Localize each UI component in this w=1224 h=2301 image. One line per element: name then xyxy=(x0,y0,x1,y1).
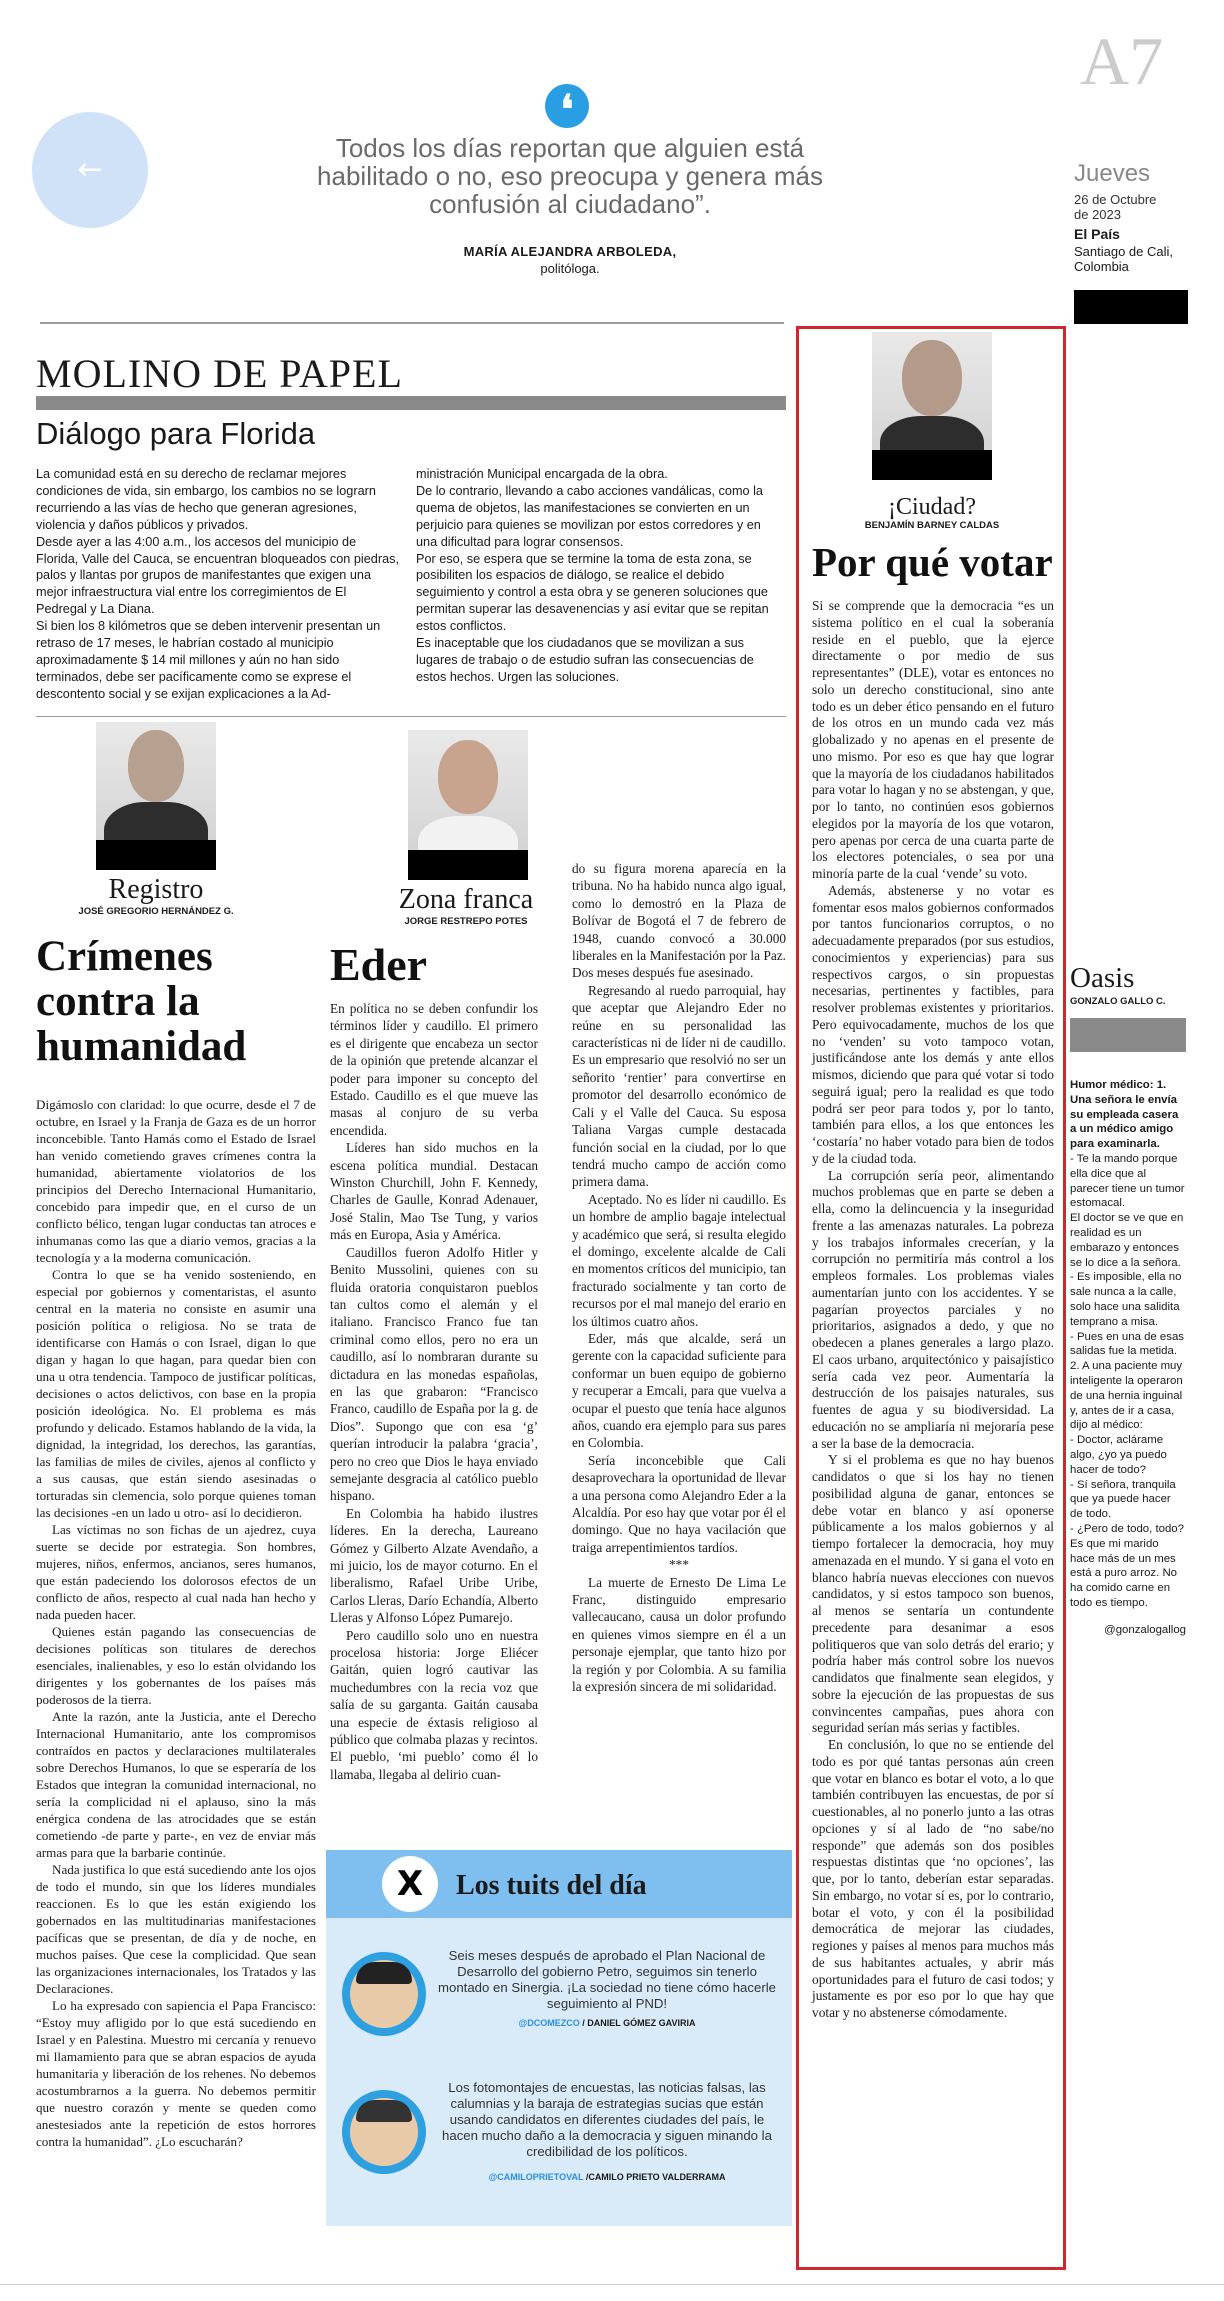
newspaper-name: El País xyxy=(1074,226,1120,242)
paragraph: La muerte de Ernesto De Lima Le Franc, distinguido empresario vallecaucano, causa un dolor profundo en quienes vimos siempre en él a un personaje ejemplar, que tanto hizo por la región y por Colombia. A su familia la expresión sincera de mi solidaridad. xyxy=(572,1574,786,1695)
article-title: Por qué votar xyxy=(812,539,1053,585)
header-quote: Todos los días reportan que alguien está habilitado o no, eso preocupa y genera más confusión al ciudadano”. xyxy=(317,133,823,219)
paragraph: La corrupción sería peor, alimentando muchos problemas que en parte se deben a ella, como la delincuencia y la inseguridad frente a las amenazas naturales. La pobreza y los trabajos informales crecerían, y la corrupción no permitiría más control a los empleos formales. Los problemas viales aumentarían junto con los accidentes. Y se pagarían proyectos parciales y no prioritarios, asignados a dedo, y que no obedecen a planes generales a largo plazo. El caos urbano, arquitectónico y paisajístico sería cada vez peor. Aumentaría la destrucción de los paisajes naturales, sus fuentes de agua y su biodiversidad. La educación no se ampliaría ni mejoraría pese a ser la base de la democracia. xyxy=(812,1167,1054,1451)
tweet-author: @CAMILOPRIETOVAL /CAMILO PRIETO VALDERRAMA xyxy=(488,2172,726,2182)
section-bar xyxy=(36,396,786,410)
paragraph: 2. A una paciente muy inteligente la operaron de una hernia inguinal y, antes de ir a casa, dijo al médico: xyxy=(1070,1360,1183,1432)
oasis-handle: @gonzalogallog xyxy=(1104,1623,1186,1636)
paragraph: Quienes están pagando las consecuencias de decisiones políticas son titulares de derechos esenciales, inalienables, y eso lo están olvidando los dirigentes y los gobernantes de los países más poderosos de la tierra. xyxy=(36,1624,316,1707)
tweet-text: Seis meses después de aprobado el Plan Nacional de Desarrollo del gobierno Petro, seguimos sin tenerlo montado en Sinergia. ¡La sociedad no tiene cómo hacerle seguimiento al PND! xyxy=(438,1948,776,2011)
divider xyxy=(40,322,784,324)
publication-city: Santiago de Cali, Colombia xyxy=(1074,244,1174,274)
column-label: ¡Ciudad? xyxy=(888,494,976,520)
paragraph: do su figura morena aparecía en la tribuna. No ha habido nunca algo igual, como lo demostró en la Plaza de Bolívar de Bogotá el 7 de febrero de 1948, cuando convocó a 30.000 liberales en la Manifestación por la Paz. Dos meses después fue asesinado. xyxy=(572,861,786,981)
quote-icon: ❛ xyxy=(545,84,589,128)
column-label: Registro xyxy=(108,874,204,905)
paragraph: En Colombia ha habido ilustres líderes. En la derecha, Laureano Gómez y Gilberto Alzate Avendaño, a mi juicio, los de mayor coturno. En el liberalismo, Rafael Uribe Uribe, Carlos Lleras, Darío Echandía, Alberto Lleras y Alfonso López Pumarejo. xyxy=(330,1505,538,1626)
paragraph: Nada justifica lo que está sucediendo ante los ojos de todo el mundo, sin que los líderes mundiales reaccionen. Es lo que les están exigiendo los gobernados en las multitudinarias manifestaciones pacíficas que se presentan, de día y de noche, en muchos países. Que cese la complicidad. Que sean las organizaciones internacionales, los Tratados y las Declaraciones. xyxy=(36,1862,316,1996)
tweets-title: Los tuits del día xyxy=(456,1870,647,1901)
section-bar xyxy=(1070,1018,1186,1052)
page-number: A7 xyxy=(1080,23,1164,99)
editorial-column-1 xyxy=(36,466,400,703)
article-body-col-2 xyxy=(572,860,786,1696)
paragraph: Además, abstenerse y no votar es fomentar esos malos gobiernos conformados por tantos funcionarios corruptos, o no adecuadamente preparados (por sus estudios, conocimientos y experiencias) para sus respectivos cargos, o sin propuestas necesarias, pertinentes y factibles, para resolver problemas existentes y prioritarios. Pero equivocadamente, muchos de los que no ‘venden’ su voto tampoco votan, justificándose ante los demás y ante ellos mismos, diciendo que para qué votar si todo seguirá igual; pero la realidad es que todo podrá ser peor para todos y, por lo tanto, también para ellos, a los que entonces les ‘costaría’ no haber votado para bien de todos y de la ciudad toda. xyxy=(812,882,1054,1166)
separator: *** xyxy=(669,1557,689,1573)
paragraph: De lo contrario, llevando a cabo acciones vandálicas, como la quema de objetos, las manifestaciones se convierten en un perjuicio para quienes se movilizan por estos corredores y en una dificultad para lograr consensos. xyxy=(416,483,763,549)
paragraph: En conclusión, lo que no se entiende del todo es por qué tantas personas aún creen que votar en blanco es botar el voto, a lo que también contribuyen las encuestas, de por sí cuestionables, al no ponerlo junto a las otras opciones y sí al lado de “no sabe/no responde” que además son dos posibles respuestas distintas que ‘no opciones’, las que, por lo tanto, deberían estar separadas. Sin embargo, no votar sí es, por lo contrario, botar el voto, y con él la posibilidad democrática de mejorar las ciudades, regiones y países al menos para muchos más de sus habitantes actuales, y abrir más oportunidades para el futuro de casi todos; y justamente es por eso por lo que hay que votar y no abstenerse cómodamente. xyxy=(812,1737,1054,2020)
paragraph: Las víctimas no son fichas de un ajedrez, cuya suerte se decide por estrategia. Son hombres, mujeres, niños, enfermos, ancianos, seres humanos, que están padeciendo los dolorosos efectos de un conflicto de años, respecto al cual nada han hecho y nada pueden hacer. xyxy=(36,1522,316,1622)
paragraph: Humor médico: 1. Una señora le envía su empleada casera a un médico amigo para examinarla. xyxy=(1070,1079,1179,1151)
paragraph: - ¿Pero de todo, todo? Es que mi marido hace más de un mes está a puro arroz. No ha comido carne en todo es tiempo. xyxy=(1070,1522,1184,1609)
paragraph: - Pues en una de esas salidas fue la metida. xyxy=(1070,1330,1184,1358)
divider xyxy=(0,2284,1224,2285)
paragraph: - Sí señora, tranquila que ya puede hacer de todo. xyxy=(1070,1478,1176,1521)
paragraph: ministración Municipal encargada de la obra. xyxy=(416,467,668,481)
quote-author: MARÍA ALEJANDRA ARBOLEDA, xyxy=(463,244,677,259)
oasis-body xyxy=(1070,1078,1186,1637)
paragraph: Desde ayer a las 4:00 a.m., los accesos del municipio de Florida, Valle del Cauca, se encuentran bloqueados con piedras, palos y llantas por grupos de manifestantes que exigen una mejor infraestructura vial entre los corregimientos de El Pedregal y La Diana. xyxy=(36,534,399,617)
column-label: Oasis xyxy=(1070,962,1135,994)
paragraph: En política no se deben confundir los términos líder y caudillo. El primero es el dirigente que encabeza un sector de la opinión que pretende alcanzar el poder para imponer su concepto del Estado. Caudillo es el que mueve las masas al conjuro de su verba encendida. xyxy=(330,1001,538,1138)
paragraph: Líderes han sido muchos en la escena política mundial. Destacan Winston Churchill, John F. Kennedy, Charles de Gaulle, Konrad Adenauer, José Stalin, Mao Tse Tung, y varios más en Europa, Asia y América. xyxy=(330,1140,538,1243)
column-author: BENJAMÍN BARNEY CALDAS xyxy=(864,520,1000,531)
article-body xyxy=(812,598,1054,2022)
publication-date: 26 de Octubre de 2023 xyxy=(1074,192,1157,222)
paragraph: Caudillos fueron Adolfo Hitler y Benito Mussolini, quienes con su fluida oratoria conquistaron pueblos tan cultos como el alemán y el italiano. Francisco Franco fue tan criminal como ellos, pero no era un caudillo, así lo nombraran durante su dictadura en las monedas españolas, en las que grabaron: “Francisco Franco, caudillo de España por la g. de Dios”. Supongo que con esa ‘g’ querían introducir la palabra ‘gracia’, pero no creo que Dios le haya enviado semejante desgracia al católico pueblo hispano. xyxy=(330,1244,538,1504)
column-author: GONZALO GALLO C. xyxy=(1070,996,1166,1007)
paragraph: Es inaceptable que los ciudadanos que se movilizan a sus lugares de trabajo o de estudio sufran las consecuencias de estos hechos. Urgen las soluciones. xyxy=(416,636,754,684)
paragraph: Lo ha expresado con sapiencia el Papa Francisco: “Estoy muy afligido por lo que está sucediendo en Israel y en Palestina. Muestro mi cercanía y renuevo mi llamamiento para que se abran espacios de ayuda humanitaria y liberación de los rehenes. No debemos acostumbrarnos a la guerra. No debemos permitir que nuestro corazón y mente se queden como anestesiados ante la repetición de estos horrores contra la humanidad”. ¿Lo escucharán? xyxy=(36,1998,316,2149)
paragraph: Y si el problema es que no hay buenos candidatos o que si los hay no tienen posibilidad alguna de ganar, entonces se debe votar en blanco y así oponerse públicamente a los malos gobiernos y al tiempo fortalecer la democracia, hoy muy amenazada en el mundo. Y si gana el voto en blanco habría nuevas elecciones con nuevos candidatos, y si estos tampoco son buenos, al menos se sentaría un contundente precedente para desanimar a esos politiqueros que van solo detrás del erario; y podría haber más control sobre los nuevos candidatos que finalmente sean elegidos, y sobre la ejecución de las propuestas de sus convincentes campañas, pues ahora con seguridad serían más serias y factibles. xyxy=(812,1452,1054,1736)
paragraph: Si bien los 8 kilómetros que se deben intervenir presentan un retraso de 17 meses, le habrían costado al municipio aproximadamente $ 14 mil millones y aún no han sido terminados, debe ser pacíficamente como se exprese el descontento social y se exijan explicaciones a la Ad- xyxy=(36,619,381,701)
article-title: Crímenes contra la humanidad xyxy=(36,933,247,1070)
paragraph: Digámoslo con claridad: lo que ocurre, desde el 7 de octubre, en Israel y la Franja de Gaza es de un horror inconcebible. Tanto Hamás como el Estado de Israel han venido cometiendo graves crímenes contra la humanidad, abiertamente violatorios de los principios del Derecho Internacional Humanitario, concebido para impedir que, en el curso de un conflicto bélico, tengan lugar conductas tan atroces e inhumanas como las que a diario vemos, gracias a la tecnología y a la moderna comunicación. xyxy=(36,1097,316,1265)
column-author: JORGE RESTREPO POTES xyxy=(404,916,528,927)
paragraph: Contra lo que se ha venido sosteniendo, en especial por gobiernos y comentaristas, el asunto central en la materia no consiste en asumir una posición política o religiosa. No se trata de identificarse con Hamás o con Israel, digan lo que digan y hagan lo que hagan, para quedar bien con una u otra tendencia. Tampoco de justificar políticas, decisiones o actos delictivos, con base en la propia posición ideológica. No. El problema es más profundo y delicado. Estamos hablando de la vida, la dignidad, la integridad, los derechos, las garantías, las familias de miles de civiles, ajenos al conflicto y a sus causas, que están siendo asesinadas o torturadas sin clemencia, solo porque quienes toman las decisiones -en un lado u otro- así lo decidieron. xyxy=(36,1267,316,1520)
paragraph: Pero caudillo solo uno en nuestra procelosa historia: Jorge Eliécer Gaitán, quien logró cautivar las muchedumbres con la recia voz que salía de su garganta. Gaitán causaba una especie de éxtasis religioso al público que colmaba plazas y recintos. El pueblo, ‘mi pueblo’ como él lo llamaba, llegaba al delirio cuan- xyxy=(330,1627,538,1782)
paragraph: Sería inconcebible que Cali desaprovechara la oportunidad de llevar a una persona como Alejandro Eder a la Alcaldía. Por eso hay que votar por él el domingo. Que no haya vacilación que traiga arrepentimientos tardíos. xyxy=(572,1452,786,1555)
columnist-photo xyxy=(96,722,216,870)
article-body xyxy=(36,1096,316,2150)
back-button[interactable] xyxy=(32,112,148,228)
avatar xyxy=(342,1952,426,2036)
paragraph: Ante la razón, ante la Justicia, ante el Derecho Internacional Humanitario, ante los compromisos contraídos en pactos y declaraciones multilaterales sobre Derechos Humanos, lo que se esperaría de los Estados que integran la comunidad internacional, no sería la complicidad ni el aplauso, sino la más enérgica condena de las atrocidades que se están cometiendo -de parte y parte-, en vez de enviar más armas para que la barbarie continúe. xyxy=(36,1709,316,1860)
arrow-left-icon: ← xyxy=(77,152,103,187)
tweet-text: Los fotomontajes de encuestas, las noticias falsas, las calumnias y la baraja de estrategias sucias que están usando candidatos en diferentes ciudades del país, le hacen mucho daño a la democracia y siguen minando la credibilidad de los políticos. xyxy=(442,2080,772,2159)
quote-author-role: politóloga. xyxy=(540,261,600,276)
columnist-photo xyxy=(872,332,992,480)
paragraph: - Es imposible, ella no sale nunca a la calle, solo hace una salidita temprano a misa. xyxy=(1070,1271,1182,1328)
editorial-column-2 xyxy=(416,466,776,686)
redacted-block xyxy=(1074,290,1188,324)
paragraph: Eder, más que alcalde, será un gerente con la capacidad suficiente para conformar un buen equipo de gobierno y recuperar a Emcali, para que vuelva a ocupar el puesto que tenía hace algunos años, cuando era ejemplo para sus pares en Colombia. xyxy=(572,1330,786,1451)
paragraph: La comunidad está en su derecho de reclamar mejores condiciones de vida, sin embargo, los cambios no se lograrn recurriendo a las vías de hecho que generan agresiones, violencia y daños públicos y privados. xyxy=(36,467,376,532)
paragraph: Aceptado. No es líder ni caudillo. Es un hombre de amplio bagaje intelectual y académico que será, si resulta elegido el domingo, excelente alcalde de Cali en momentos críticos del municipio, tan fracturado socialmente y tan corto de recursos por el mal manejo del erario en los últimos cuatro años. xyxy=(572,1191,786,1329)
column-author: JOSÉ GREGORIO HERNÁNDEZ G. xyxy=(78,906,234,917)
paragraph: - Te la mando porque ella dice que al parecer tiene un tumor estomacal. xyxy=(1070,1152,1185,1210)
paragraph: El doctor se ve que en realidad es un embarazo y entonces se lo dice a la señora. xyxy=(1070,1212,1184,1269)
tweet-author: @DCOMEZCO / DANIEL GÓMEZ GAVIRIA xyxy=(518,2018,696,2028)
publication-day: Jueves xyxy=(1074,160,1151,187)
article-body-col-1 xyxy=(330,1000,538,1783)
avatar xyxy=(342,2090,426,2174)
paragraph: Si se comprende que la democracia “es un sistema político en el cual la soberanía reside en el pueblo, que la ejerce directamente o por medio de sus representantes” (DLE), votar es entonces no solo un derecho constitucional, sino ante todo es un deber ético pensando en el futuro de los otros en un mundo cada vez más globalizado y no apenas en el presente de uno mismo. Por eso es que hay que lograr que la mayoría de los ciudadanos habilitados para votar lo hagan y no se abstengan, y que, por lo tanto, no continúen esos gobiernos elegidos por la mayoría de los que votaron, pero apenas por cerca de una cuarta parte de los electores potenciales, o sea por una minoría parte de la cual ‘vende’ su voto. xyxy=(812,598,1054,881)
section-title: MOLINO DE PAPEL xyxy=(36,351,403,396)
paragraph: Por eso, se espera que se termine la toma de esta zona, se posibiliten los espacios de diálogo, se realice el debido seguimiento y control a esta obra y se generen soluciones que permitan superar las desavenencias y así evitar que se repitan estos conflictos. xyxy=(416,551,769,634)
divider xyxy=(36,716,786,717)
paragraph: Regresando al ruedo parroquial, hay que aceptar que Alejandro Eder no reúne en su personalidad las características ni de líder ni de caudillo. Es un empresario que resolvió no ser un señorito ‘rentier’ para convertirse en promotor del desarrollo económico de Cali y el Valle del Cauca. Su esposa Taliana Vargas cumple destacada función social en la ciudad, por lo que tendrá mucho campo de acción como primera dama. xyxy=(572,982,786,1190)
editorial-headline: Diálogo para Florida xyxy=(36,416,316,451)
columnist-photo xyxy=(408,730,528,880)
article-title: Eder xyxy=(330,939,428,990)
column-label: Zona franca xyxy=(398,884,534,915)
x-logo-icon: X xyxy=(382,1856,438,1912)
paragraph: - Doctor, aclárame algo, ¿yo ya puedo hacer de todo? xyxy=(1070,1434,1167,1476)
